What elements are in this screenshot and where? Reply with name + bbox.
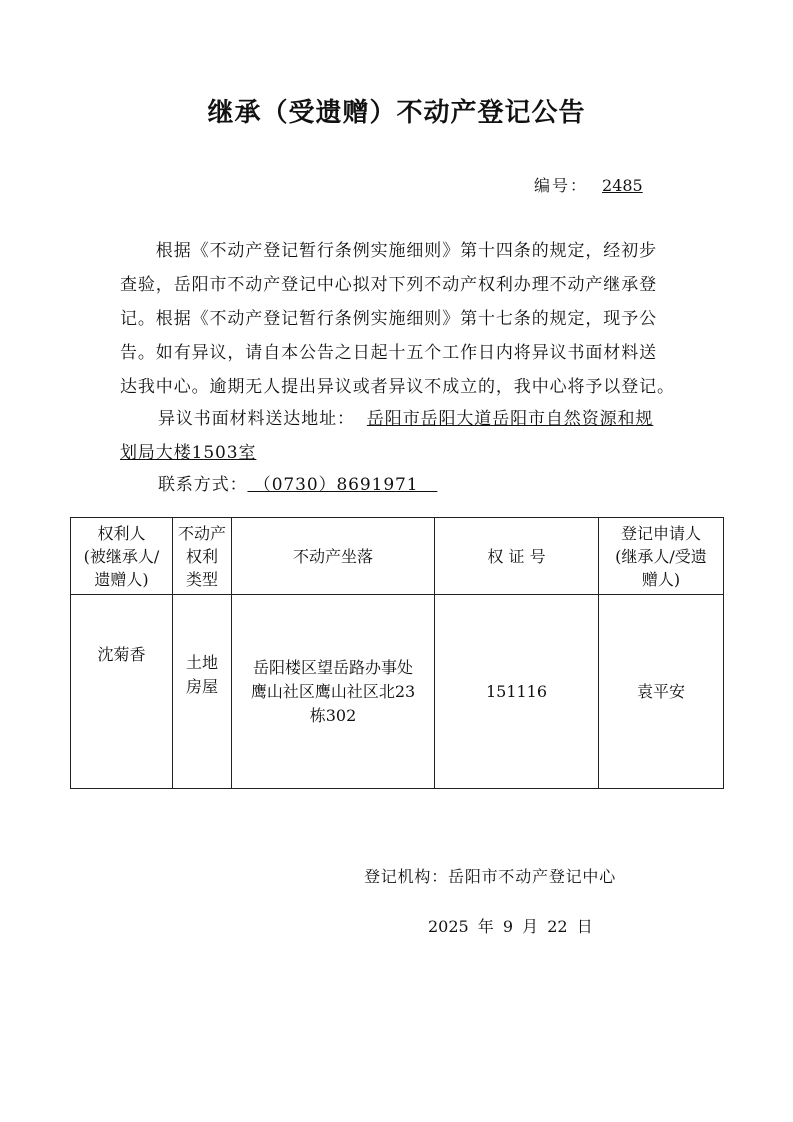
address-value-line2: 划局大楼1503室 — [120, 443, 257, 463]
header-applicant: 登记申请人 (继承人/受遗 赠人) — [599, 518, 724, 595]
cell-right-type: 土地 房屋 — [173, 595, 232, 789]
table-row — [71, 595, 724, 789]
document-number-label: 编号： — [534, 176, 589, 195]
cell-owner: 沈菊香 — [71, 595, 173, 789]
contact-phone: （0730）8691971 — [247, 475, 438, 495]
header-right-type: 不动产 权利 类型 — [173, 518, 232, 595]
authority-name: 岳阳市不动产登记中心 — [448, 867, 617, 886]
header-owner: 权利人 (被继承人/ 遗赠人) — [71, 518, 173, 595]
body-line: 达我中心。逾期无人提出异议或者异议不成立的，我中心将予以登记。 — [120, 377, 675, 397]
authority-label: 登记机构： — [364, 867, 449, 886]
cell-applicant: 袁平安 — [599, 595, 724, 789]
page-title: 继承（受遗赠）不动产登记公告 — [207, 98, 586, 128]
objection-address — [120, 402, 676, 470]
announcement-body — [120, 234, 676, 404]
header-certificate: 权 证 号 — [435, 518, 599, 595]
address-value-line1: 岳阳市岳阳大道岳阳市自然资源和规 — [366, 409, 654, 429]
cell-certificate: 151116 — [435, 595, 599, 789]
registration-table — [70, 517, 724, 789]
cell-location: 岳阳楼区望岳路办事处 鹰山社区鹰山社区北23 栋302 — [232, 595, 435, 789]
body-line: 告。如有异议，请自本公告之日起十五个工作日内将异议书面材料送 — [120, 343, 657, 363]
registration-authority — [364, 864, 616, 887]
body-line: 查验，岳阳市不动产登记中心拟对下列不动产权利办理不动产继承登 — [120, 275, 657, 295]
document-number-value: 2485 — [602, 176, 643, 195]
body-line: 根据《不动产登记暂行条例实施细则》第十四条的规定，经初步 — [120, 241, 657, 261]
contact-info — [158, 470, 437, 500]
table-header-row — [71, 518, 724, 595]
contact-label: 联系方式： — [158, 475, 248, 495]
address-label: 异议书面材料送达地址： — [158, 409, 355, 429]
header-location: 不动产坐落 — [232, 518, 435, 595]
document-number — [534, 173, 643, 196]
body-line: 记。根据《不动产登记暂行条例实施细则》第十七条的规定，现予公 — [120, 309, 657, 329]
announcement-date: 2025 年 9 月 22 日 — [428, 917, 593, 936]
